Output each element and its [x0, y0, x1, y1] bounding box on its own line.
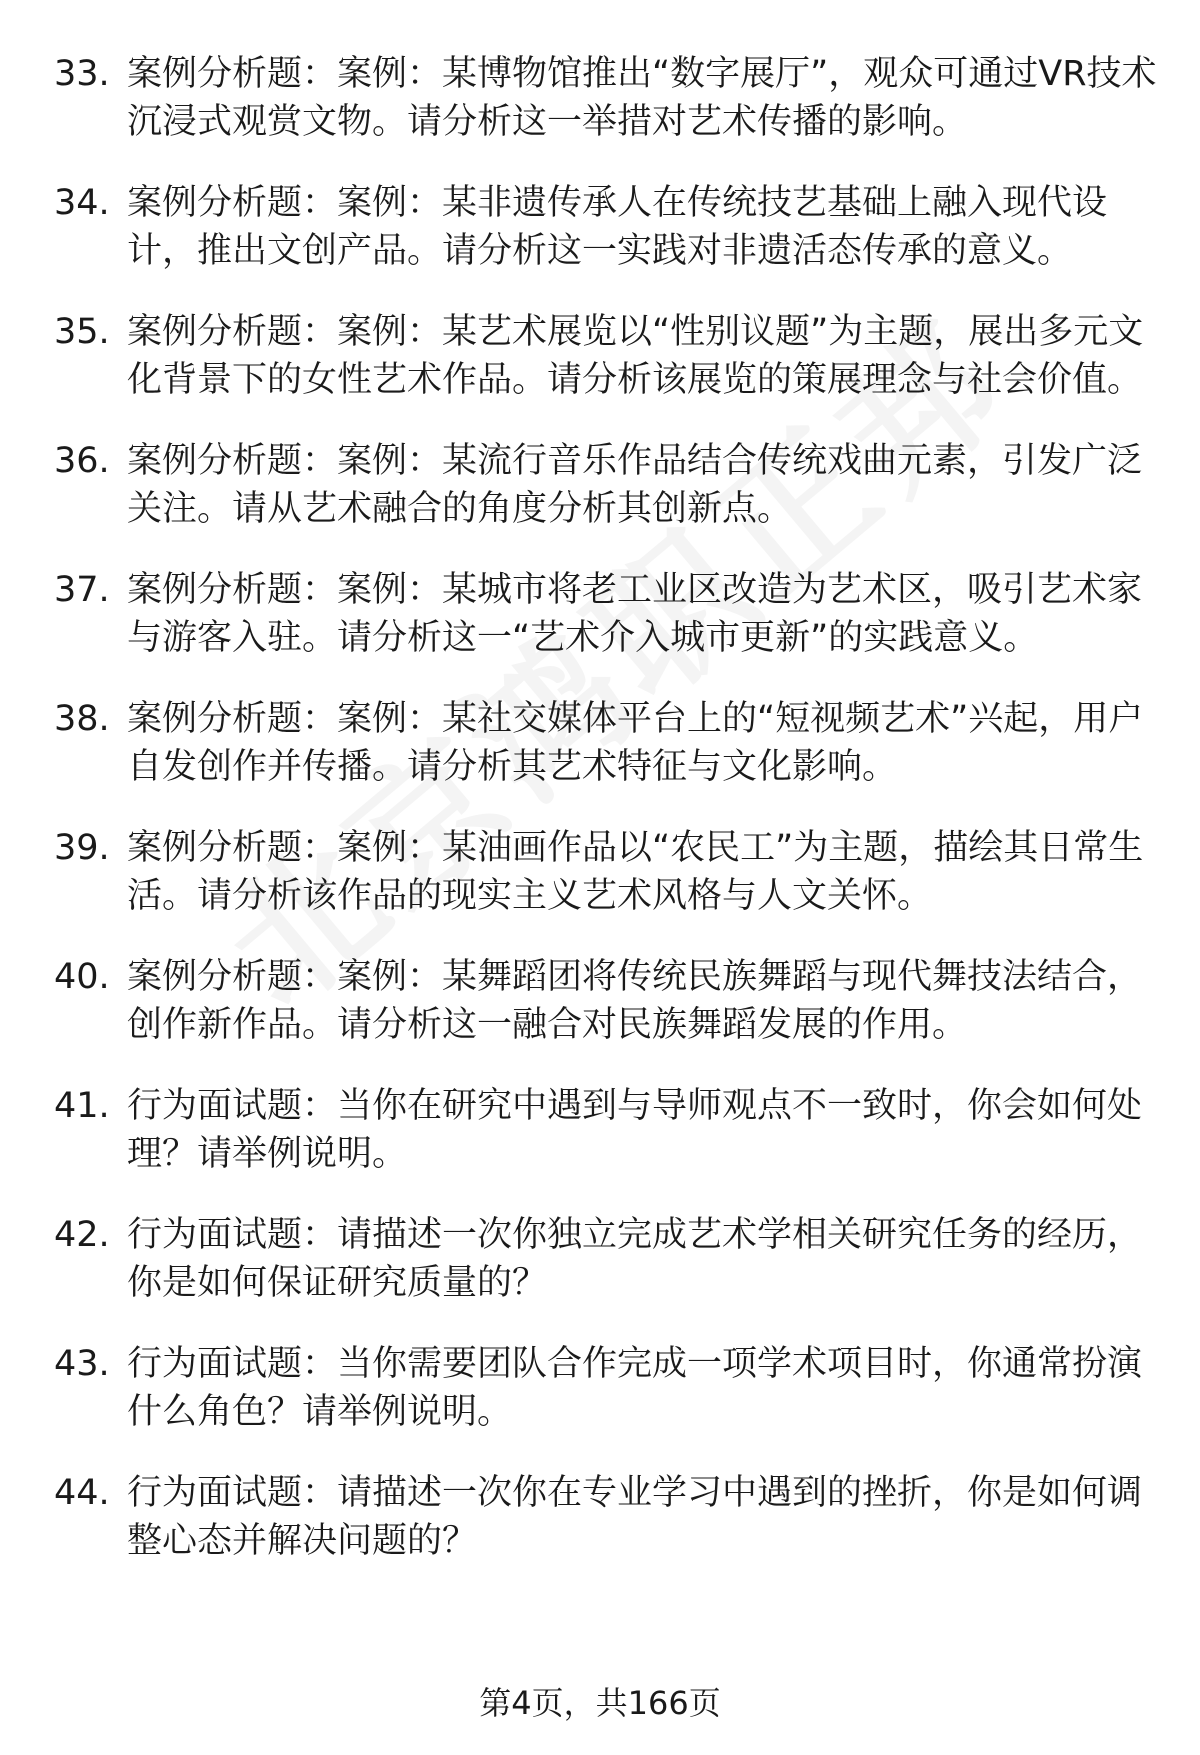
question-text: 案例分析题：案例：某社交媒体平台上的“短视频艺术”兴起，用户自发创作并传播。请分析其艺术特征与文化影响。: [127, 699, 1144, 787]
question-item: [0, 566, 1200, 662]
question-number: 40.: [54, 957, 110, 997]
question-number: 33.: [54, 54, 110, 94]
question-text: 案例分析题：案例：某艺术展览以“性别议题”为主题，展出多元文化背景下的女性艺术作品。请分析该展览的策展理念与社会价值。: [127, 312, 1144, 400]
question-text: 案例分析题：案例：某油画作品以“农民工”为主题，描绘其日常生活。请分析该作品的现实主义艺术风格与人文关怀。: [127, 828, 1144, 916]
question-number: 34.: [54, 183, 110, 223]
question-item: [0, 179, 1200, 275]
question-number: 37.: [54, 570, 110, 610]
question-number: 43.: [54, 1344, 110, 1384]
question-number: 38.: [54, 699, 110, 739]
question-text: 案例分析题：案例：某城市将老工业区改造为艺术区，吸引艺术家与游客入驻。请分析这一“艺术介入城市更新”的实践意义。: [127, 570, 1143, 658]
question-list: [0, 50, 1200, 1598]
question-number: 44.: [54, 1473, 110, 1513]
question-text: 案例分析题：案例：某博物馆推出“数字展厅”，观众可通过VR技术沉浸式观赏文物。请分析这一举措对艺术传播的影响。: [127, 54, 1157, 142]
question-text: 行为面试题：请描述一次你独立完成艺术学相关研究任务的经历，你是如何保证研究质量的？: [127, 1215, 1143, 1303]
question-item: [0, 695, 1200, 791]
question-number: 39.: [54, 828, 110, 868]
question-number: 35.: [54, 312, 110, 352]
question-item: [0, 308, 1200, 404]
page-footer: 第4页，共166页: [479, 1684, 721, 1722]
question-text: 案例分析题：案例：某舞蹈团将传统民族舞蹈与现代舞技法结合，创作新作品。请分析这一融合对民族舞蹈发展的作用。: [127, 957, 1143, 1045]
question-number: 42.: [54, 1215, 110, 1255]
question-text: 行为面试题：当你需要团队合作完成一项学术项目时，你通常扮演什么角色？请举例说明。: [127, 1344, 1143, 1432]
question-text: 行为面试题：请描述一次你在专业学习中遇到的挫折，你是如何调整心态并解决问题的？: [127, 1473, 1143, 1561]
question-item: [0, 1469, 1200, 1565]
question-item: [0, 824, 1200, 920]
question-number: 41.: [54, 1086, 110, 1126]
question-text: 行为面试题：当你在研究中遇到与导师观点不一致时，你会如何处理？请举例说明。: [127, 1086, 1143, 1174]
question-text: 案例分析题：案例：某流行音乐作品结合传统戏曲元素，引发广泛关注。请从艺术融合的角度分析其创新点。: [127, 441, 1143, 529]
question-item: [0, 1340, 1200, 1436]
question-number: 36.: [54, 441, 110, 481]
question-item: [0, 1211, 1200, 1307]
question-item: [0, 437, 1200, 533]
question-item: [0, 1082, 1200, 1178]
question-item: [0, 953, 1200, 1049]
question-text: 案例分析题：案例：某非遗传承人在传统技艺基础上融入现代设计，推出文创产品。请分析这一实践对非遗活态传承的意义。: [127, 183, 1108, 271]
question-item: [0, 50, 1200, 146]
